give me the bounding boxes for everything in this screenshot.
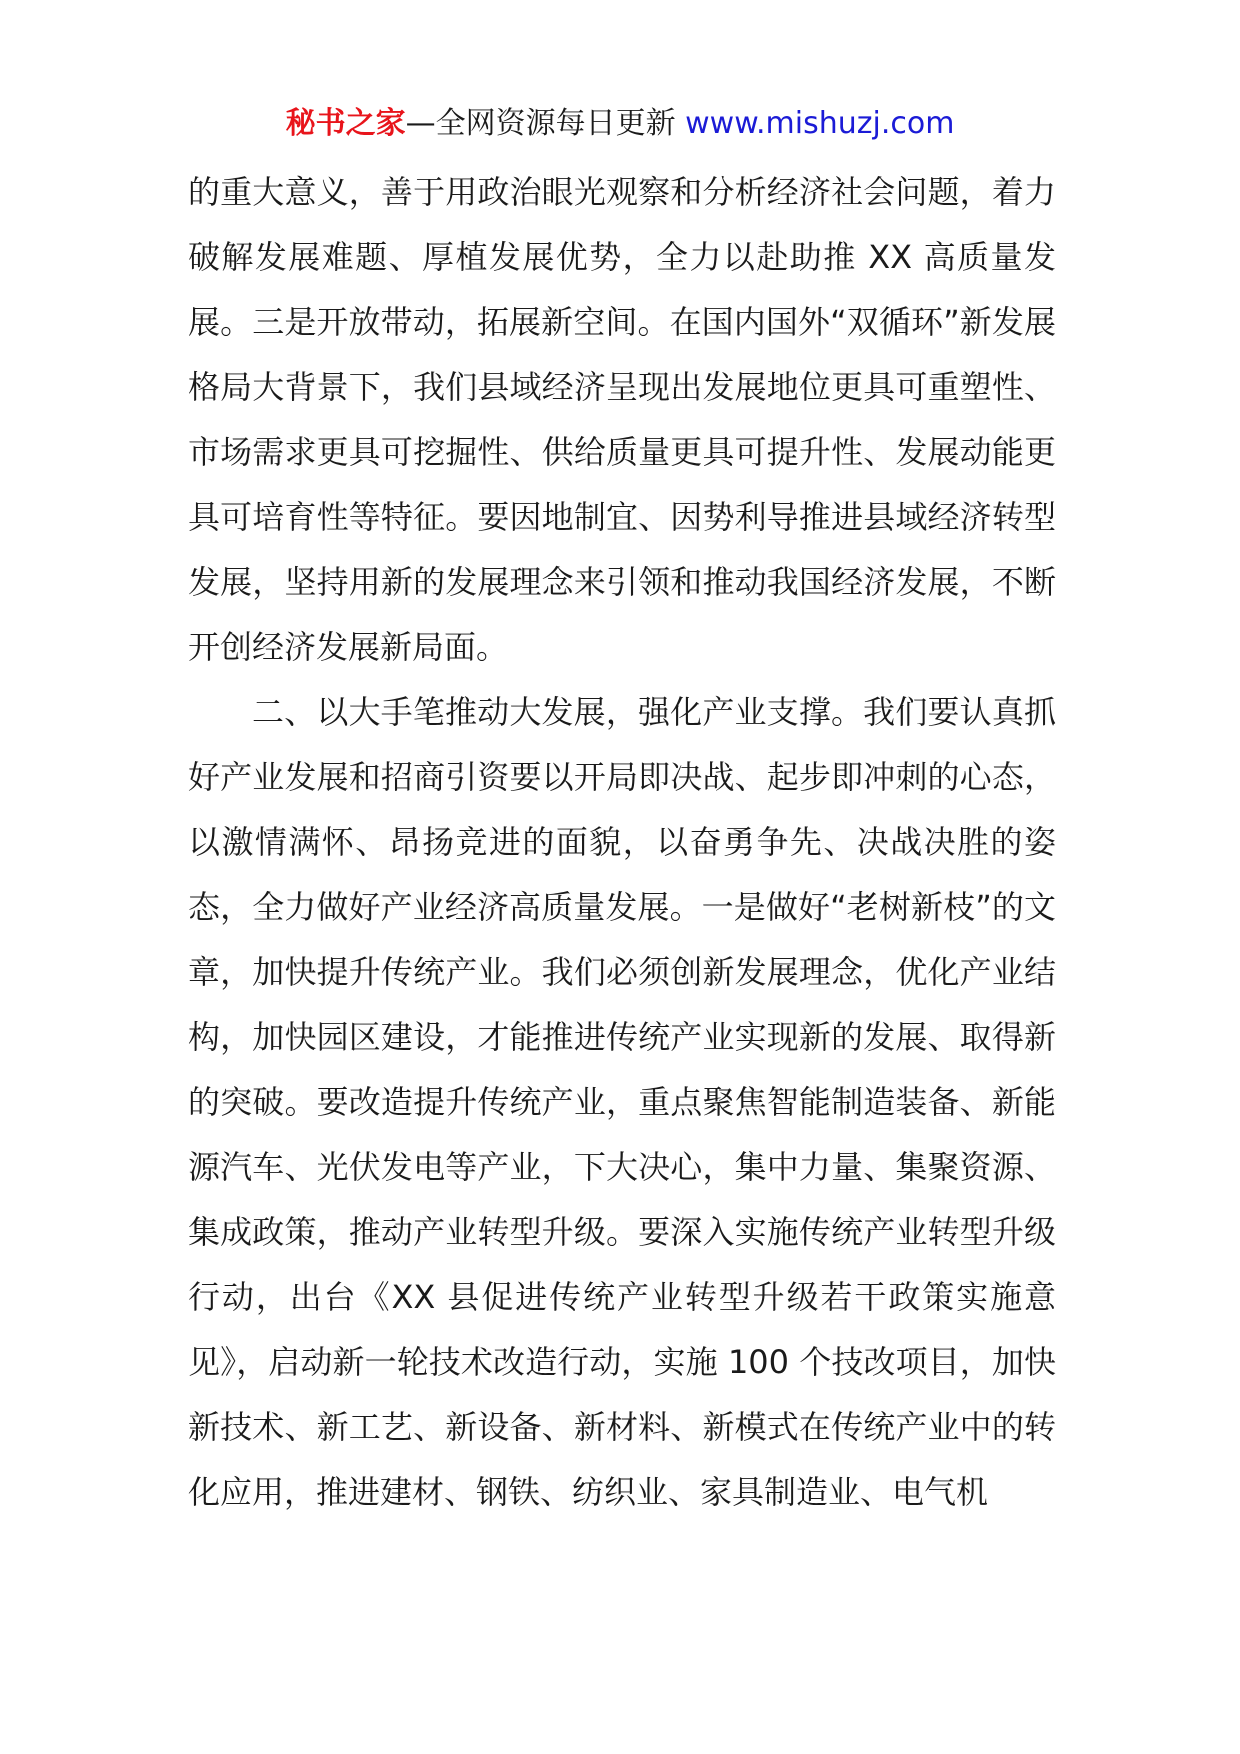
- site-url-link[interactable]: www.mishuzj.com: [685, 106, 955, 141]
- site-header: [0, 100, 1240, 148]
- site-brand: 秘书之家: [285, 106, 406, 141]
- site-tagline: —全网资源每日更新: [405, 106, 686, 141]
- document-body: [188, 160, 1056, 1525]
- paragraph-section-two: 二、以大手笔推动大发展，强化产业支撑。我们要认真抓好产业发展和招商引资要以开局即决战、起步即冲刺的心态，以激情满怀、昂扬竞进的面貌，以奋勇争先、决战决胜的姿态，全力做好产业经济高质量发展。一是做好“老树新枝”的文章，加快提升传统产业。我们必须创新发展理念，优化产业结构，加快园区建设，才能推进传统产业实现新的发展、取得新的突破。要改造提升传统产业，重点聚焦智能制造装备、新能源汽车、光伏发电等产业，下大决心，集中力量、集聚资源、集成政策，推动产业转型升级。要深入实施传统产业转型升级行动，出台《XX 县促进传统产业转型升级若干政策实施意见》，启动新一轮技术改造行动，实施 100 个技改项目，加快新技术、新工艺、新设备、新材料、新模式在传统产业中的转化应用，推进建材、钢铁、纺织业、家具制造业、电气机: [188, 693, 1056, 1511]
- paragraph-continued: 的重大意义，善于用政治眼光观察和分析经济社会问题，着力破解发展难题、厚植发展优势，全力以赴助推 XX 高质量发展。三是开放带动，拓展新空间。在国内国外“双循环”新发展格局大背景下，我们县域经济呈现出发展地位更具可重塑性、市场需求更具可挖掘性、供给质量更具可提升性、发展动能更具可培育性等特征。要因地制宜、因势利导推进县域经济转型发展，坚持用新的发展理念来引领和推动我国经济发展，不断开创经济发展新局面。: [188, 173, 1056, 666]
